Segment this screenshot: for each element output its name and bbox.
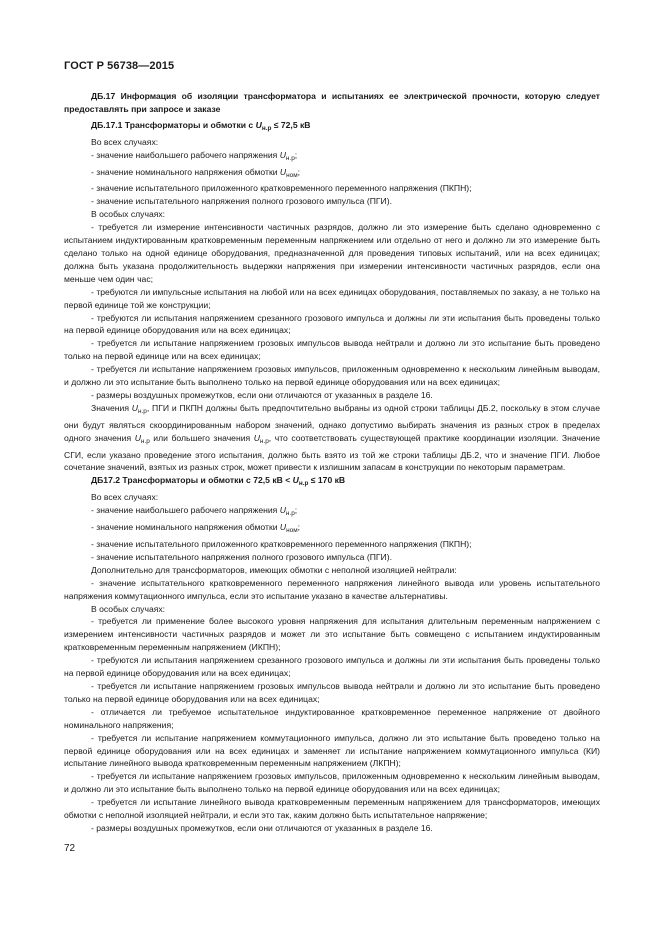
subsection-heading-2: ДБ17.2 Трансформаторы и обмотки с 72,5 кВ < $U_{н.р} \le 170$ кВ [91,475,346,488]
list-item: - требуется ли испытание напряжением коммутационного импульса, должно ли это испытание быть проведено только на первой единице оборудования или на всех единицах и заменяет ли испытание напряжением коммутационного импульса (КИ) испытание линейного вывода кратковременным переменным напряжением (ЛКПН); [64,732,600,769]
page-content [64,90,600,835]
list-item: - размеры воздушных промежутков, если они отличаются от указанных в разделе 16. [91,822,433,833]
list-item: - отличается ли требуемое испытательное индуктированное кратковременное переменное напряжение от двойного номинального напряжения; [64,706,600,730]
document-header: ГОСТ Р 56738—2015 [64,60,175,72]
list-item: - требуются ли импульсные испытания на любой или на всех единицах оборудования, поставляемых по заказу, а не только на первой единице той же конструкции; [64,286,600,310]
section-heading: ДБ.17 Информация об изоляции трансформатора и испытаниях ее электрической прочности, которую следует предоставлять при запросе и заказе [64,91,600,114]
list-item: - значение испытательного напряжения полного грозового импульса (ПГИ). [91,196,392,207]
list-item: - значение испытательного приложенного кратковременного переменного напряжения (ПКПН); [91,183,472,194]
list-item: - значение наибольшего рабочего напряжения $U_{н.р}$; [91,505,298,518]
all-cases-label: Во всех случаях: [91,136,159,147]
list-item: - значение наибольшего рабочего напряжения $U_{н.р}$; [91,149,298,162]
list-item: - требуется ли применение более высокого уровня напряжения для испытания длительным переменным напряжением с измерением интенсивности частичных разрядов и может ли это испытание быть совмещено с испытанием индуктированным кратковременным переменным напряжением (ИКПН); [64,616,600,653]
list-item: - требуется ли испытание напряжением грозовых импульсов, приложенным одновременно к нескольким линейным выводам, и должно ли это испытание быть выполнено только на первой единице оборудования или на всех единицах; [64,771,600,795]
all-cases-label: Во всех случаях: [91,492,159,503]
list-item: - требуется ли испытание линейного вывода кратковременным переменным напряжением для трансформаторов, имеющих обмотки с неполной изоляцией нейтрали, и если это так, каким должно быть испытательное напряжение; [64,797,600,821]
list-item: - требуются ли испытания напряжением срезанного грозового импульса и должны ли эти испытания быть проведены только на первой единице оборудования или на всех единицах; [64,312,600,336]
list-item: - значение номинального напряжения обмотки $U_{ном}$; [91,522,301,535]
values-paragraph: Значения $U_{н.р}$, ПГИ и ПКПН должны быть предпочтительно выбраны из одной строки таблицы ДБ.2, поскольку в этом случае они будут являться скоординированным набором значений, однако допустимо выбирать значения из разных строк в пределах одного значения $U_{н.р}$ или большего значения $U_{н.р}$, что соответствовать существующей практике координации изоляции. Значение СГИ, если указано проведение этого испытания, должно быть взято из той же строки таблицы ДБ.2, что и значение ПГИ. Любое сочетание значений, взятых из разных строк, может привести к излишним запасам в конструкции по некоторым параметрам. [64,402,600,473]
list-item: - требуется ли испытание напряжением грозовых импульсов вывода нейтрали и должно ли это испытание быть проведено только на первой единице или на всех единицах; [64,338,600,362]
list-item: - значение испытательного кратковременного переменного напряжения линейного вывода или уровень испытательного напряжения коммутационного импульса, если это испытание указано в качестве альтернативы. [64,577,600,601]
special-cases-label: В особых случаях: [91,209,166,220]
list-item: - требуется ли измерение интенсивности частичных разрядов, должно ли это измерение быть сделано одновременно с испытанием индуктированным кратковременным переменным напряжением или отдельно от него и должно ли это измерение быть сделано только на одной единице оборудования, предназначенной для проведения типовых испытаний, или на всех единицах; должна быть указана продолжительность выдержки напряжения при измерении интенсивности частичных разрядов, если она меньше чем один час; [64,222,600,284]
list-item: - значение испытательного напряжения полного грозового импульса (ПГИ). [91,551,392,562]
list-item: - размеры воздушных промежутков, если они отличаются от указанных в разделе 16. [91,389,433,400]
list-item: - значение испытательного приложенного кратковременного переменного напряжения (ПКПН); [91,539,472,549]
list-item: - значение номинального напряжения обмотки $U_{ном}$; [91,166,301,179]
list-item: - требуется ли испытание напряжением грозовых импульсов вывода нейтрали и должно ли это испытание быть проведено только на первой единице оборудования или на всех единицах; [64,680,600,704]
subsection-heading-1: ДБ.17.1 Трансформаторы и обмотки с $U_{н.р} \le 72,5$ кВ [91,119,311,132]
additional-label: Дополнительно для трансформаторов, имеющих обмотки с неполной изоляцией нейтрали: [91,564,457,575]
special-cases-label: В особых случаях: [91,603,166,614]
list-item: - требуется ли испытание напряжением грозовых импульсов, приложенным одновременно к нескольким линейным выводам, и должно ли это испытание быть выполнено только на первой единице оборудования или на всех единицах; [64,364,600,388]
list-item: - требуются ли испытания напряжением срезанного грозового импульса и должны ли эти испытания быть проведены только на первой единице оборудования или на всех единицах; [64,655,600,679]
page-number: 72 [64,843,76,854]
